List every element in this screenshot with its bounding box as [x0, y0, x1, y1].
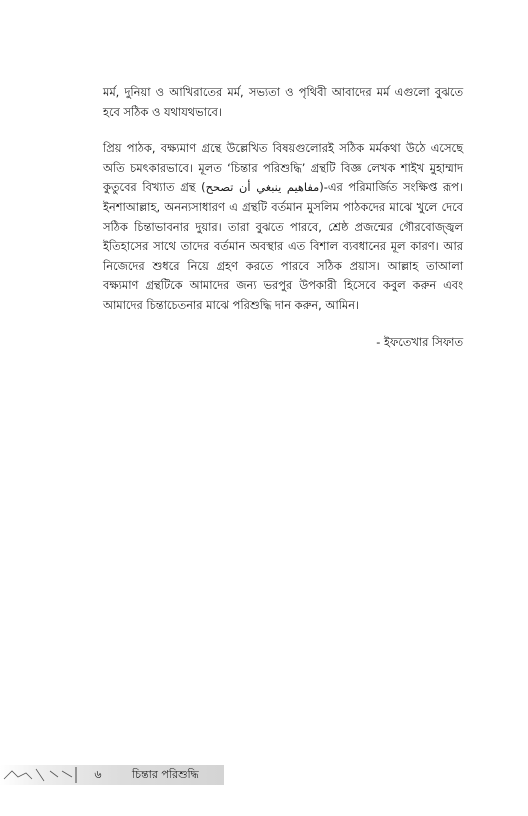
page-number: ৬ [94, 768, 102, 781]
paragraph-2 [103, 139, 463, 315]
footer-decoration-icon [0, 765, 90, 785]
arabic-book-title: مفاهيم ينبغي أن تصحح [205, 180, 320, 195]
paragraph-1: মর্ম, দুনিয়া ও আখিরাতের মর্ম, সভ্যতা ও পৃথিবী আবাদের মর্ম এগুলো বুঝতে হবে সঠিক ও যথাযথভাবে। [103, 85, 463, 119]
author-signature: - ইফতেখার সিফাত [376, 334, 463, 349]
main-text [103, 83, 463, 364]
running-title: চিন্তার পরিশুদ্ধি [132, 768, 199, 781]
page-footer [0, 765, 224, 785]
paragraph-2-part-a: প্রিয় পাঠক, বক্ষ্যমাণ গ্রন্থে উল্লেখিত বিষয়গুলোরই সঠিক মর্মকথা উঠে এসেছে অতি চমৎকারভাবে। মূলত ‘চিন্তার পরিশুদ্ধি’ গ্রন্থটি বিজ্ঞ লেখক শাইখ মুহাম্মাদ কুতুবের বিখ্যাত গ্রন্থ ( [103, 141, 463, 195]
paragraph-2-part-b: )-এর পরিমার্জিত সংক্ষিপ্ত রূপ। ইনশাআল্লাহ, অনন্যসাধারণ এ গ্রন্থটি বর্তমান মুসলিম পাঠকদের মাঝে খুলে দেবে সঠিক চিন্তাভাবনার দুয়ার। তারা বুঝতে পারবে, শ্রেষ্ঠ প্রজন্মের গৌরবোজ্জ্বল ইতিহাসের সাথে তাদের বর্তমান অবস্থার এত বিশাল ব্যবধানের মূল কারণ। আর নিজেদের শুধরে নিয়ে গ্রহণ করতে পারবে সঠিক প্রয়াস। আল্লাহ তাআলা বক্ষ্যমাণ গ্রন্থটিকে আমাদের জন্য ভরপুর উপকারী হিসেবে কবুল করুন এবং আমাদের চিন্তাচেতনার মাঝে পরিশুদ্ধি দান করুন, আমিন। [103, 180, 463, 312]
